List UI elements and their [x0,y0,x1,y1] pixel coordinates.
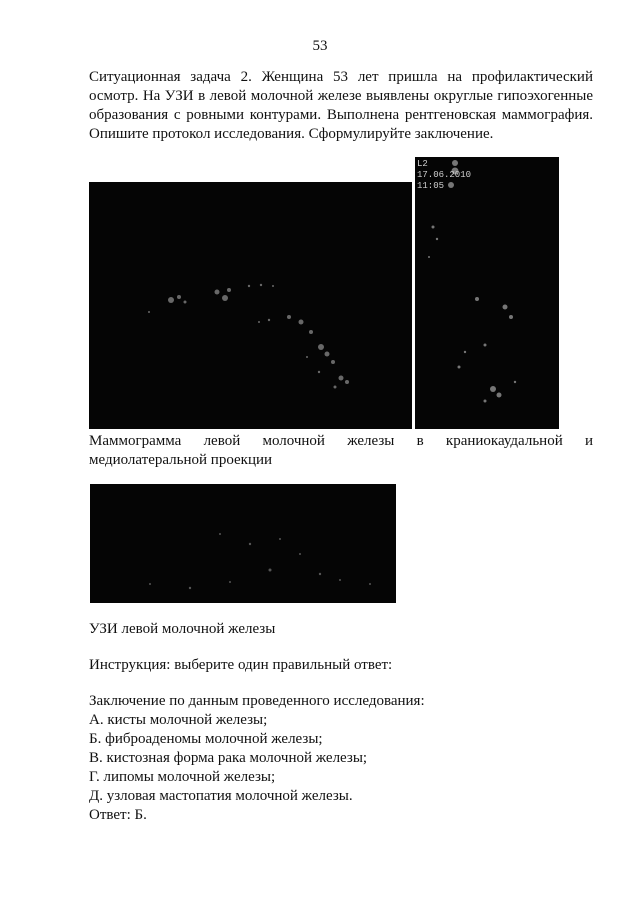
overlay-line1: L2 [417,159,428,169]
answer: Ответ: Б. [89,807,147,823]
mammogram-overlay-text [417,159,471,192]
option-b: Б. фиброаденомы молочной железы; [89,731,323,747]
ultrasound-image [90,484,396,603]
caption-mammogram-line2: медиолатеральной проекции [89,452,273,468]
overlay-date: 17.06.2010 [417,170,472,180]
option-d: Г. липомы молочной железы; [89,769,276,785]
option-a: А. кисты молочной железы; [89,712,268,728]
conclusion-heading: Заключение по данным проведенного исследования: [89,693,425,709]
mammogram-mediolateral-image [415,157,559,429]
option-c: В. кистозная форма рака молочной железы; [89,750,368,766]
overlay-time: 11:05 [417,181,445,191]
option-e: Д. узловая мастопатия молочной железы. [89,788,353,804]
task-text: Ситуационная задача 2. Женщина 53 лет пришла на профилактический осмотр. На УЗИ в левой молочной железе выявлены округлые гипоэхогенные образования с ровными контурами. Выполнена рентгеновская маммография. Опишите протокол исследования. Сформулируйте заключение. [89,69,593,142]
caption-mammogram-line1: Маммограмма левой молочной железы в краниокаудальной и [89,433,593,449]
instruction: Инструкция: выберите один правильный ответ: [89,657,393,673]
caption-mammogram [89,432,593,470]
mammogram-craniocaudal-image [89,182,412,429]
page-number: 53 [312,38,328,54]
caption-ultrasound: УЗИ левой молочной железы [89,621,276,637]
